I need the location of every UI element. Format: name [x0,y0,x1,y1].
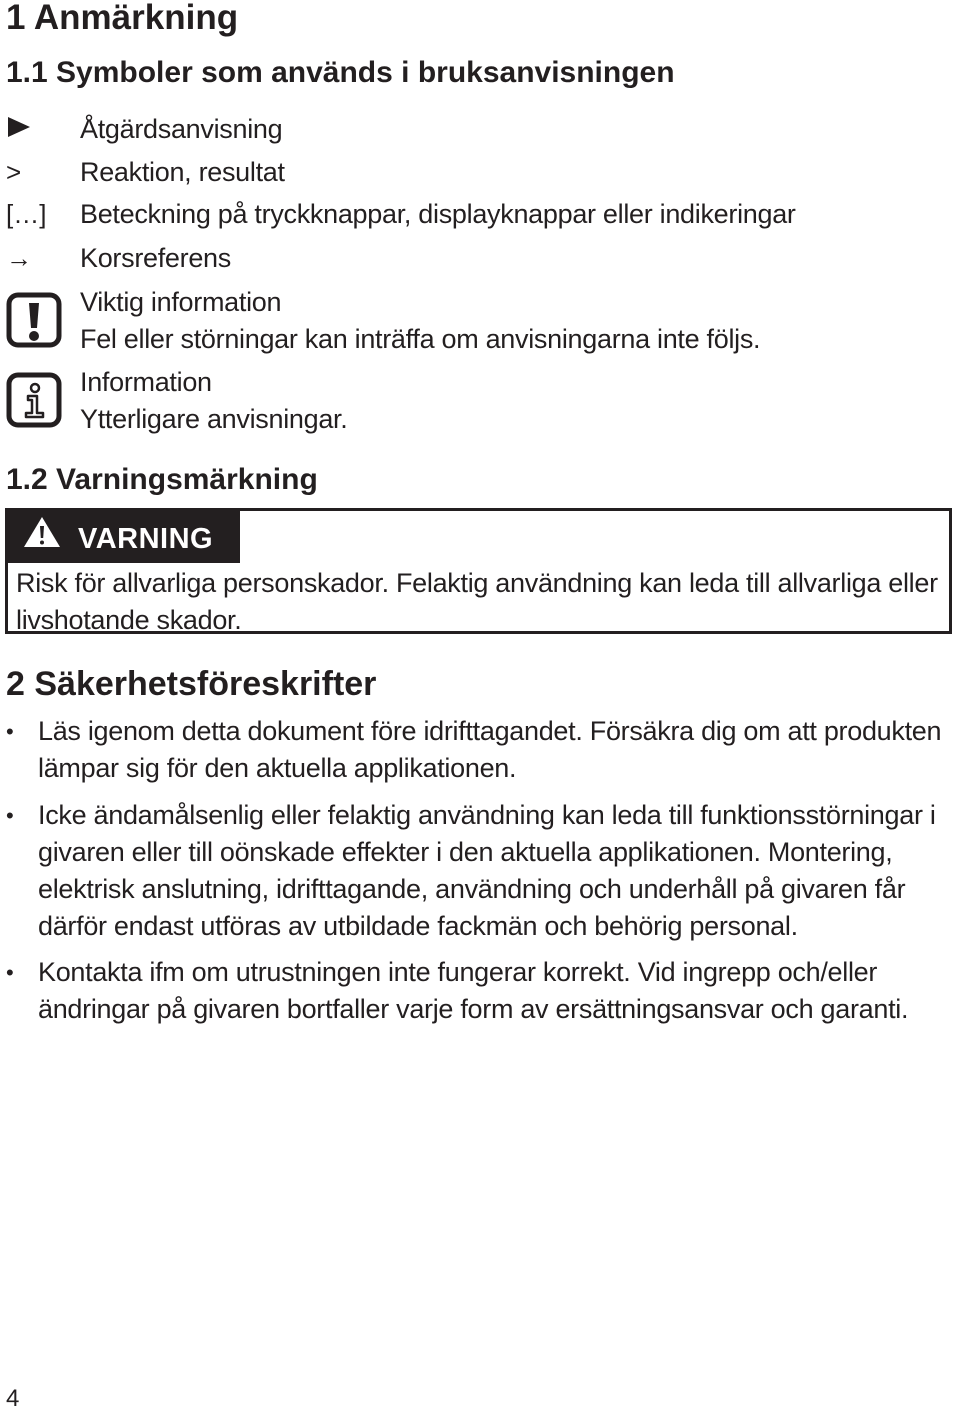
bullet-marker: • [6,960,14,985]
symbol-text: Reaktion, resultat [80,157,285,187]
warning-triangle-icon [22,515,62,554]
warning-label [8,511,240,563]
warning-label-text: VARNING [78,523,214,555]
info-icon [6,372,62,433]
bullet-marker: • [6,803,14,828]
greater-than-symbol: > [6,157,22,187]
page-number: 4 [6,1385,20,1412]
heading-warning-marking: 1.2 Varningsmärkning [6,463,318,496]
exclamation-icon [6,292,62,353]
info-title: Information [80,367,212,397]
list-item-text: Icke ändamålsenlig eller felaktig användning kan leda till funktionsstörningar i givaren eller till oönskade effekter i den aktuella applikationen. Montering, elektrisk anslutning, idrifttagande, användning och underhåll på givaren får därför endast utföras av utbildade fackmän och behörig personal. [38,800,936,941]
important-text: Fel eller störningar kan inträffa om anvisningarna inte följs. [80,324,761,354]
warning-box [5,508,952,634]
right-arrow-symbol: → [6,243,32,273]
important-title: Viktig information [80,287,282,317]
warning-text: Risk för allvarliga personskador. Felaktig användning kan leda till allvarliga eller livshotande skador. [16,568,938,635]
heading-symbols: 1.1 Symboler som används i bruksanvisningen [6,56,675,89]
list-item-text: Läs igenom detta dokument före idrifttagandet. Försäkra dig om att produkten lämpar sig för den aktuella applikationen. [38,716,942,783]
list-item-text: Kontakta ifm om utrustningen inte fungerar korrekt. Vid ingrepp och/eller ändringar på givaren bortfaller varje form av ersättningsansvar och garanti. [38,957,909,1024]
brackets-symbol: […] [6,199,47,229]
info-text: Ytterligare anvisningar. [80,404,348,434]
symbol-text: Beteckning på tryckknappar, displayknappar eller indikeringar [80,199,796,229]
play-arrow-icon [6,115,32,145]
heading-anmarkning: 1 Anmärkning [6,0,239,37]
symbol-text: Korsreferens [80,243,231,273]
heading-safety: 2 Säkerhetsföreskrifter [6,665,377,703]
bullet-marker: • [6,719,14,744]
symbol-text: Åtgärdsanvisning [80,114,283,144]
